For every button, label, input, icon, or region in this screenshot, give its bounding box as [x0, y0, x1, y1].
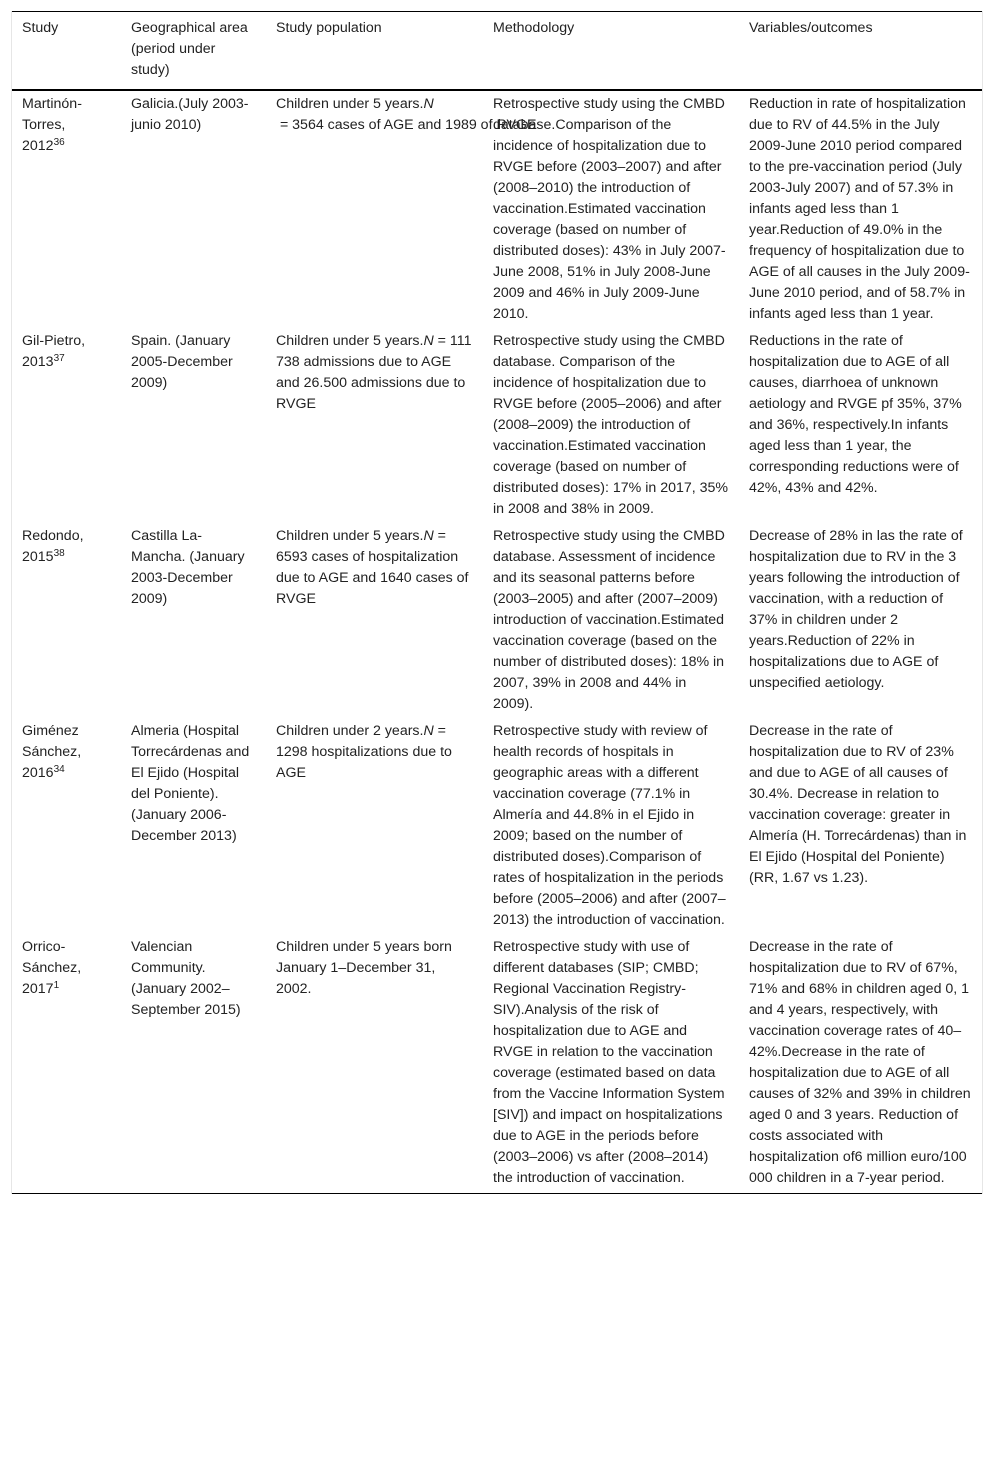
table-row	[12, 90, 982, 328]
header-study: Study	[12, 12, 121, 91]
cell-outcomes: Decrease in the rate of hospitalization due to RV of 67%, 71% and 68% in children aged 0, 1 and 4 years, respectively, with vaccination coverage rates of 40–42%.Decrease in the rate of hospitalization due to AGE of all causes of 32% and 39% in children aged 0 and 3 years. Reduction of costs associated with hospitalization of6 million euro/100 000 children in a 7-year period.	[739, 934, 982, 1194]
cell-population	[266, 90, 537, 328]
table-row	[12, 934, 982, 1194]
studies-table-container	[11, 11, 983, 1194]
population-text: Children under 2 years.	[276, 723, 424, 739]
header-variables-outcomes: Variables/outcomes	[739, 12, 982, 91]
cell-methodology: Retrospective study using the CMBD database. Assessment of incidence and its seasonal patterns before (2003–2005) and after (2007–2009) introduction of vaccination.Estimated vaccination coverage (based on the number of distributed doses): 18% in 2007, 39% in 2008 and 44% in 2009).	[493, 528, 725, 712]
table-body	[12, 90, 982, 1194]
cell-area: Valencian Community. (January 2002–September 2015)	[121, 934, 266, 1194]
study-name: Martinón-Torres, 2012	[22, 96, 82, 154]
population-text: Children under 5 years.	[276, 96, 424, 112]
cell-outcomes: Decrease in the rate of hospitalization due to RV of 23% and due to AGE of all causes of 30.4%. Decrease in relation to vaccination coverage: greater in Almería (H. Torrecárdenas) than in El Ejido (Hospital del Poniente) (RR, 1.67 vs 1.23).	[749, 723, 967, 886]
reference-superscript: 34	[53, 764, 65, 775]
cell-area: Almeria (Hospital Torrecárdenas and El Ejido (Hospital del Poniente). (January 2006-December 2013)	[131, 723, 250, 844]
reference-superscript: 1	[53, 980, 60, 991]
cell-study	[12, 328, 121, 523]
population-count-text: = 6593 cases of hospitalization due to AGE and 1640 cases of RVGE	[276, 528, 469, 607]
reference-superscript: 37	[53, 353, 65, 364]
cell-population	[266, 718, 483, 934]
header-study-population: Study population	[266, 12, 483, 91]
cell-methodology: Retrospective study with use of different databases (SIP; CMBD; Regional Vaccination Registry-SIV).Analysis of the risk of hospitalization due to AGE and RVGE in relation to the vaccination coverage (estimated based on data from the Vaccine Information System [SIV]) and impact on hospitalizations due to AGE in the periods before (2003–2006) vs after (2008–2014) the introduction of vaccination.	[483, 934, 739, 1194]
cell-area: Galicia.(July 2003-junio 2010)	[131, 96, 249, 133]
cell-methodology: Retrospective study using the CMBD database.Comparison of the incidence of hospitalization due to RVGE before (2003–2007) and after (2008–2010) the introduction of vaccination.Estimated vaccination coverage (based on number of distributed doses): 43% in July 2007-June 2008, 51% in July 2008-June 2009 and 46% in July 2009-June 2010.	[493, 96, 726, 322]
cell-outcomes: Reductions in the rate of hospitalization due to AGE of all causes, diarrhoea of unknown aetiology and RVGE pf 35%, 37% and 36%, respectively.In infants aged less than 1 year, the corresponding reductions were of 42%, 43% and 42%.	[749, 333, 962, 496]
studies-table	[12, 11, 982, 1194]
population-count-text: = 3564 cases of AGE and 1989 of RVGE	[276, 117, 537, 133]
population-n-symbol: N	[423, 723, 434, 739]
study-name: Giménez Sánchez, 2016	[22, 723, 82, 781]
cell-area: Spain. (January 2005-December 2009)	[131, 333, 233, 391]
study-name: Redondo, 2015	[22, 528, 84, 565]
study-name: Orrico-Sánchez, 2017	[22, 939, 82, 997]
population-count-text: = 111 738 admissions due to AGE and 26.500 admissions due to RVGE	[276, 333, 472, 412]
population-count-text: = 1298 hospitalizations due to AGE	[276, 723, 452, 781]
header-methodology: Methodology	[483, 12, 739, 91]
cell-study	[12, 718, 121, 934]
header-row	[12, 12, 982, 91]
population-text: Children under 5 years born January 1–December 31, 2002.	[276, 939, 452, 997]
population-n-symbol: N	[423, 528, 434, 544]
cell-study	[12, 934, 121, 1194]
header-geographical-area: Geographical area (period under study)	[121, 12, 266, 91]
cell-methodology: Retrospective study with review of health records of hospitals in geographic areas with a different vaccination coverage (77.1% in Almería and 44.8% in el Ejido in 2009; based on the number of distributed doses).Comparison of rates of hospitalization in the periods before (2005–2006) and after (2007–2013) the introduction of vaccination.	[493, 723, 726, 928]
cell-study	[12, 523, 121, 718]
cell-study	[12, 90, 121, 328]
table-row	[12, 328, 982, 523]
population-n-symbol: N	[423, 333, 434, 349]
population-text: Children under 5 years.	[276, 528, 424, 544]
reference-superscript: 38	[53, 548, 65, 559]
cell-population	[266, 934, 483, 1194]
population-n-symbol: N	[423, 96, 434, 112]
population-text: Children under 5 years.	[276, 333, 424, 349]
cell-outcomes: Decrease of 28% in las the rate of hospitalization due to RV in the 3 years following the introduction of vaccination, with a reduction of 37% in children under 2 years.Reduction of 22% in hospitalizations due to AGE of unspecified aetiology.	[749, 528, 963, 691]
cell-methodology: Retrospective study using the CMBD database. Comparison of the incidence of hospitalization due to RVGE before (2005–2006) and after (2008–2009) the introduction of vaccination.Estimated vaccination coverage (based on number of distributed doses): 17% in 2017, 35% in 2008 and 38% in 2009.	[493, 333, 729, 517]
study-name: Gil-Pietro, 2013	[22, 333, 86, 370]
cell-population	[266, 523, 483, 718]
table-header	[12, 12, 982, 91]
reference-superscript: 36	[53, 137, 65, 148]
cell-population	[266, 328, 483, 523]
cell-outcomes: Reduction in rate of hospitalization due to RV of 44.5% in the July 2009-June 2010 period compared to the pre-vaccination period (July 2003-July 2007) and of 57.3% in infants aged less than 1 year.Reduction of 49.0% in the frequency of hospitalization due to AGE of all causes in the July 2009-June 2010 period, and of 58.7% in infants aged less than 1 year.	[749, 96, 970, 322]
table-row	[12, 523, 982, 718]
cell-area: Castilla La-Mancha. (January 2003-December 2009)	[131, 528, 245, 607]
table-row	[12, 718, 982, 934]
